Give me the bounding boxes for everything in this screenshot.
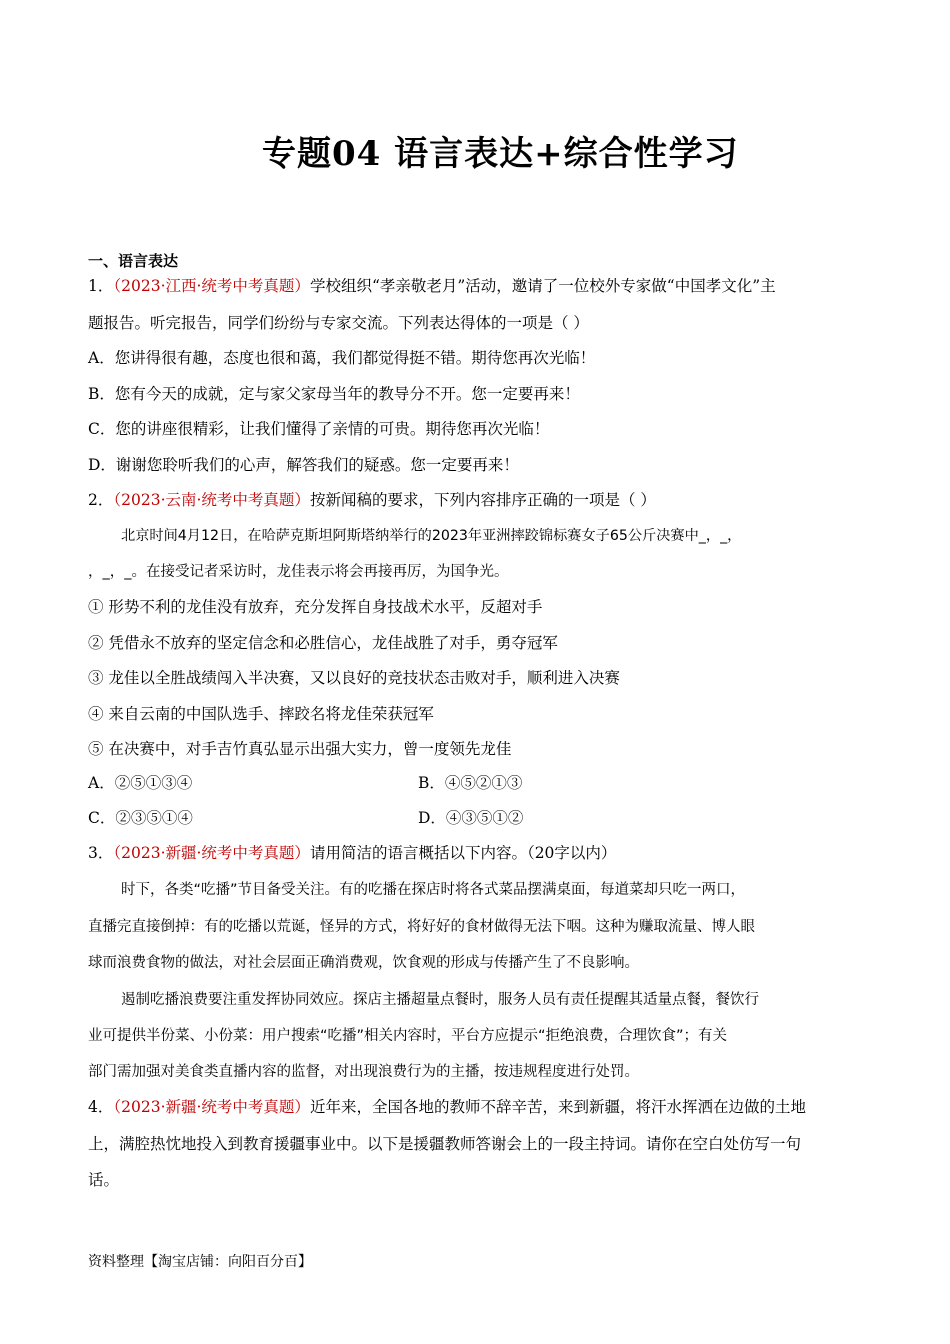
q2-passage-line1: 北京时间4月12日，在哈萨克斯坦阿斯塔纳举行的2023年亚洲摔跤锦标赛女子65公斤决赛中_，_，: [121, 528, 742, 544]
q3-passage-p1-line2: 直播完直接倒掉：有的吃播以荒诞，怪异的方式，将好好的食材做得无法下咽。这种为赚取流量、博人眼: [88, 919, 755, 935]
q3-passage-p1-line1: 时下，各类“吃播”节目备受关注。有的吃播在探店时将各式菜品摆满桌面，每道菜却只吃一两口，: [121, 882, 746, 898]
q2-number: 2．: [88, 491, 114, 509]
q2-item-3: ③ 龙佳以全胜战绩闯入半决赛，又以良好的竞技状态击败对手，顺利进入决赛: [88, 669, 620, 687]
q4-stem-line1: [88, 1097, 806, 1117]
q1-option-c: C．您的讲座很精彩，让我们懂得了亲情的可贵。期待您再次光临！: [88, 420, 550, 438]
q1-stem-text: 学校组织“孝亲敬老月”活动，邀请了一位校外专家做“中国孝文化”主: [309, 277, 776, 295]
q1-stem-line1: [88, 276, 776, 296]
q3-stem-text: 请用简洁的语言概括以下内容。（20字以内）: [309, 844, 617, 862]
q2-option-d: D．④③⑤①②: [418, 809, 524, 827]
page-footer: 资料整理【淘宝店铺：向阳百分百】: [88, 1254, 312, 1270]
q2-item-4: ④ 来自云南的中国队选手、摔跤名将龙佳荣获冠军: [88, 705, 434, 723]
q1-option-d: D．谢谢您聆听我们的心声，解答我们的疑惑。您一定要再来！: [88, 456, 519, 474]
q2-item-5: ⑤ 在决赛中，对手吉竹真弘显示出强大实力，曾一度领先龙佳: [88, 740, 512, 758]
q2-option-b: B．④⑤②①③: [418, 774, 523, 792]
q2-option-a: A．②⑤①③④: [88, 774, 193, 792]
q1-option-a: A．您讲得很有趣，态度也很和蔼，我们都觉得挺不错。期待您再次光临！: [88, 349, 596, 367]
q4-stem-text: 近年来，全国各地的教师不辞辛苦，来到新疆，将汗水挥洒在边做的土地: [309, 1098, 806, 1116]
q3-number: 3．: [88, 844, 114, 862]
section-heading: 一、语言表达: [88, 252, 179, 270]
q2-source: （2023·云南·统考中考真题）: [113, 491, 310, 509]
q3-passage-p2-line3: 部门需加强对美食类直播内容的监督，对出现浪费行为的主播，按违规程度进行处罚。: [88, 1064, 639, 1080]
q1-number: 1．: [88, 277, 114, 295]
q2-option-c: C．②③⑤①④: [88, 809, 193, 827]
q2-stem-text: 按新闻稿的要求，下列内容排序正确的一项是（ ）: [309, 491, 656, 509]
q4-stem-line3: 话。: [88, 1171, 120, 1189]
q2-stem: [88, 490, 656, 510]
q4-source: （2023·新疆·统考中考真题）: [113, 1098, 310, 1116]
q4-number: 4．: [88, 1098, 114, 1116]
page-title: 专题04 语言表达+综合性学习: [262, 134, 739, 174]
q3-passage-p2-line2: 业可提供半份菜、小份菜：用户搜索“吃播”相关内容时，平台方应提示“拒绝浪费，合理饮食”；有关: [88, 1028, 728, 1044]
q4-stem-line2: 上，满腔热忱地投入到教育援疆事业中。以下是援疆教师答谢会上的一段主持词。请你在空白处仿写一句: [88, 1135, 802, 1153]
q1-source: （2023·江西·统考中考真题）: [113, 277, 310, 295]
q3-stem: [88, 843, 616, 863]
q1-option-b: B．您有今天的成就，定与家父家母当年的教导分不开。您一定要再来！: [88, 385, 580, 403]
q3-passage-p2-line1: 遏制吃播浪费要注重发挥协同效应。探店主播超量点餐时，服务人员有责任提醒其适量点餐，餐饮行: [121, 992, 759, 1008]
q2-item-1: ① 形势不利的龙佳没有放弃，充分发挥自身技战术水平，反超对手: [88, 598, 543, 616]
q2-item-2: ② 凭借永不放弃的坚定信念和必胜信心，龙佳战胜了对手，勇夺冠军: [88, 634, 558, 652]
q2-passage-line2: ，_，_。在接受记者采访时，龙佳表示将会再接再厉，为国争光。: [88, 564, 509, 580]
q3-source: （2023·新疆·统考中考真题）: [113, 844, 310, 862]
q1-stem-line2: 题报告。听完报告，同学们纷纷与专家交流。下列表达得体的一项是（ ）: [88, 314, 589, 332]
q3-passage-p1-line3: 球而浪费食物的做法，对社会层面正确消费观，饮食观的形成与传播产生了不良影响。: [88, 955, 639, 971]
